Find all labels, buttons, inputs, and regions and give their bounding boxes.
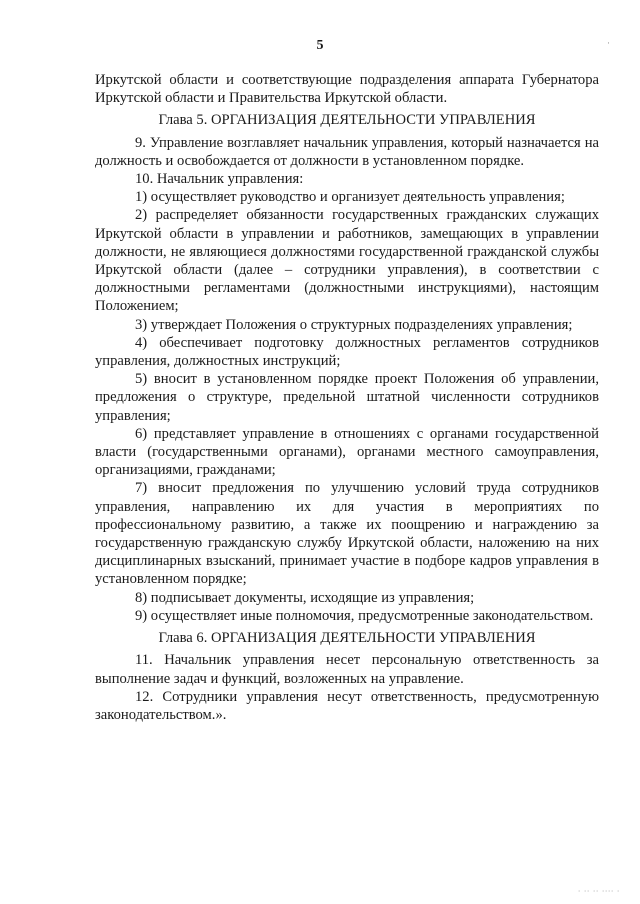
paragraph-intro: Иркутской области и соответствующие подразделения аппарата Губернатора Иркутской области и Правительства Иркутской области. (95, 72, 599, 107)
paragraph-10-3: 3) утверждает Положения о структурных подразделениях управления; (135, 316, 573, 333)
paragraph-10-2: 2) распределяет обязанности государственных гражданских служащих Иркутской области в управлении и работников, замещающих в управлении должности, не являющиеся должностями государственной гражданской службы Иркутской области (далее – сотрудники управления), в соответствии с должностными регламентами (должностными инструкциями), настоящим Положением; (95, 207, 599, 315)
page-number: 5 (316, 38, 324, 53)
paragraph-10-7: 7) вносит предложения по улучшению условий труда сотрудников управления, направлению их для участия в мероприятиях по профессиональному развитию, а также их поощрению и награждению за государственную гражданскую службу Иркутской области, наложению на них дисциплинарных взысканий, принимает участие в подборе кадров управления в установленном порядке; (95, 480, 599, 588)
paragraph-10-4: 4) обеспечивает подготовку должностных регламентов сотрудников управления, должностных инструкций; (95, 334, 599, 370)
chapter-5-heading: Глава 5. ОРГАНИЗАЦИЯ ДЕЯТЕЛЬНОСТИ УПРАВЛЕНИЯ (158, 112, 536, 129)
paragraph-10-5: 5) вносит в установленном порядке проект Положения об управлении, предложения о структуре, предельной штатной численности сотрудников управления; (95, 371, 599, 424)
paragraph-10-1: 1) осуществляет руководство и организует деятельность управления; (135, 189, 565, 206)
paragraph-12: 12. Сотрудники управления несут ответственность, предусмотренную законодательством.». (95, 688, 599, 723)
paragraph-9: 9. Управление возглавляет начальник управления, который назначается на должность и освобождается от должности в установленном порядке. (95, 134, 599, 169)
paragraph-11: 11. Начальник управления несет персональную ответственность за выполнение задач и функций, возложенных на управление. (95, 652, 599, 687)
chapter-6-heading: Глава 6. ОРГАНИЗАЦИЯ ДЕЯТЕЛЬНОСТИ УПРАВЛЕНИЯ (158, 630, 536, 647)
corner-mark: · (607, 38, 610, 48)
scan-mark: · ·· ·· ···· · (578, 887, 620, 896)
paragraph-10-6: 6) представляет управление в отношениях с органами государственной власти (государственными органами), органами местного самоуправления, организациями, гражданами; (95, 425, 599, 479)
paragraph-10-8: 8) подписывает документы, исходящие из управления; (135, 589, 475, 606)
paragraph-10-9: 9) осуществляет иные полномочия, предусмотренные законодательством. (135, 607, 594, 624)
paragraph-10: 10. Начальник управления: (135, 171, 304, 188)
document-body (95, 71, 599, 724)
